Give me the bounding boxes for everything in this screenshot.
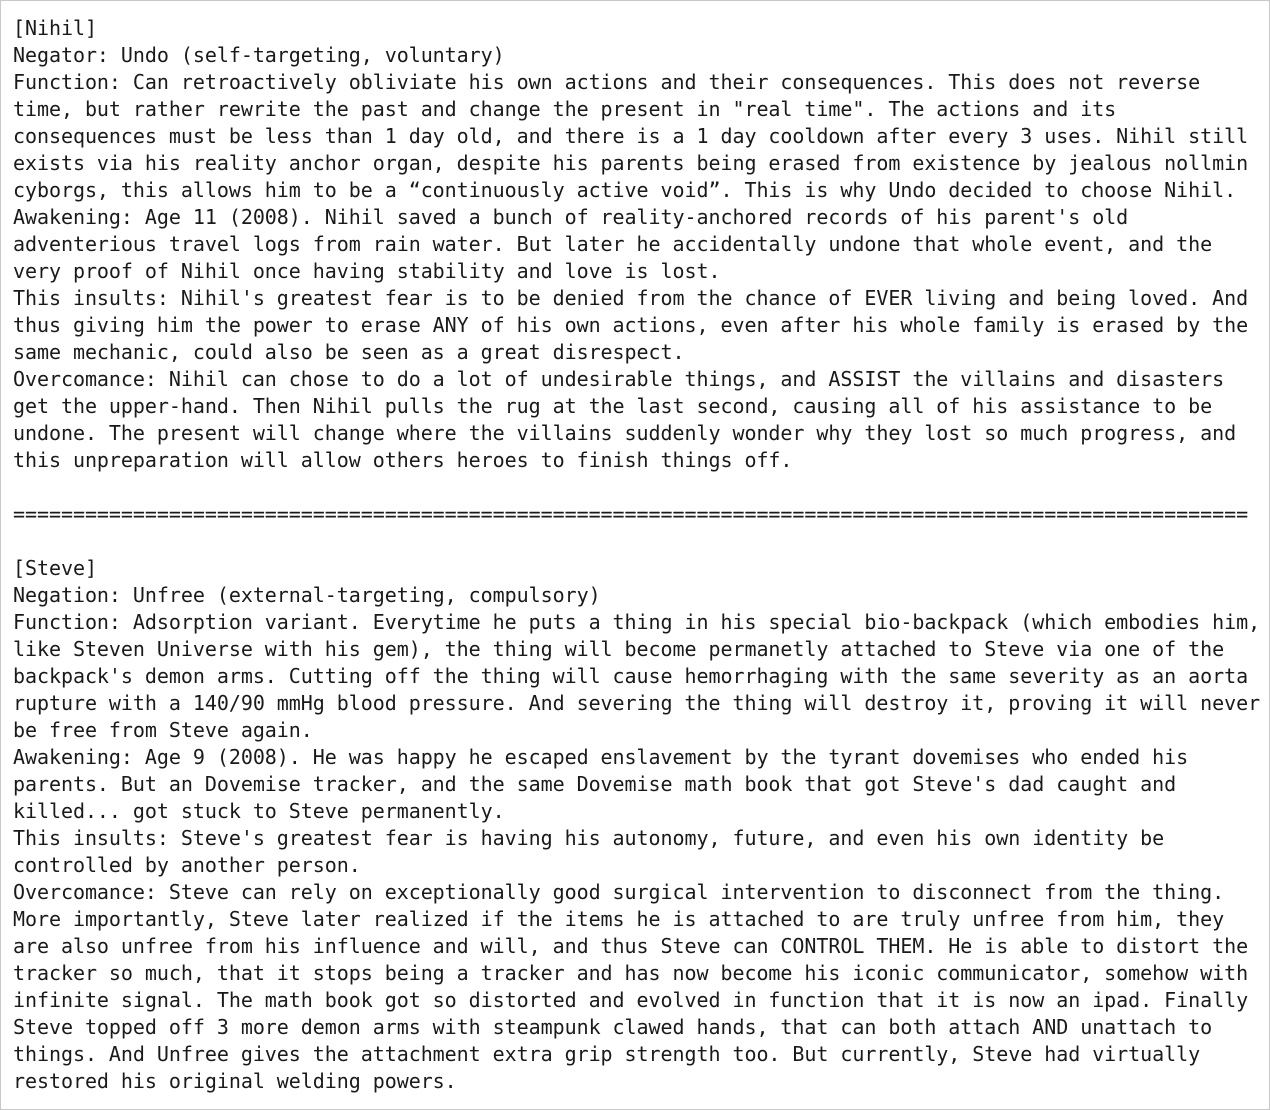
text-line: consequences must be less than 1 day old, and there is a 1 day cooldown after every 3 uses. Nihil still bbox=[13, 124, 1249, 148]
text-line: restored his original welding powers. bbox=[13, 1069, 457, 1093]
section-divider: ======================================================================================================= bbox=[13, 502, 1249, 526]
text-line: This insults: Nihil's greatest fear is to be denied from the chance of EVER living and being loved. And bbox=[13, 286, 1249, 310]
section-heading: [Steve] bbox=[13, 556, 97, 580]
text-line: controlled by another person. bbox=[13, 853, 361, 877]
text-line: More importantly, Steve later realized if the items he is attached to are truly unfree from him, they bbox=[13, 907, 1225, 931]
text-line: adventerious travel logs from rain water. But later he accidentally undone that whole event, and the bbox=[13, 232, 1213, 256]
text-line: are also unfree from his influence and will, and thus Steve can CONTROL THEM. He is able to distort the bbox=[13, 934, 1249, 958]
blank-line bbox=[13, 474, 1260, 501]
text-line: things. And Unfree gives the attachment extra grip strength too. But currently, Steve had virtually bbox=[13, 1042, 1201, 1066]
text-line: backpack's demon arms. Cutting off the thing will cause hemorrhaging with the same severity as an aorta bbox=[13, 664, 1249, 688]
text-line: exists via his reality anchor organ, despite his parents being erased from existence by jealous nollmin bbox=[13, 151, 1249, 175]
text-line: parents. But an Dovemise tracker, and the same Dovemise math book that got Steve's dad caught and bbox=[13, 772, 1177, 796]
text-line: tracker so much, that it stops being a tracker and has now become his iconic communicator, somehow with bbox=[13, 961, 1249, 985]
text-line: Negator: Undo (self-targeting, voluntary) bbox=[13, 43, 505, 67]
section-heading: [Nihil] bbox=[13, 16, 97, 40]
text-line: Overcomance: Nihil can chose to do a lot of undesirable things, and ASSIST the villains and disasters bbox=[13, 367, 1225, 391]
text-line: undone. The present will change where the villains suddenly wonder why they lost so much progress, and bbox=[13, 421, 1237, 445]
text-line: Steve topped off 3 more demon arms with steampunk clawed hands, that can both attach AND unattach to bbox=[13, 1015, 1213, 1039]
text-line: get the upper-hand. Then Nihil pulls the rug at the last second, causing all of his assistance to be bbox=[13, 394, 1213, 418]
text-line: This insults: Steve's greatest fear is having his autonomy, future, and even his own identity be bbox=[13, 826, 1165, 850]
document-body bbox=[13, 15, 1260, 1095]
text-line: rupture with a 140/90 mmHg blood pressure. And severing the thing will destroy it, proving it will never bbox=[13, 691, 1261, 715]
text-line: Overcomance: Steve can rely on exceptionally good surgical intervention to disconnect from the thing. bbox=[13, 880, 1225, 904]
text-line: infinite signal. The math book got so distorted and evolved in function that it is now an ipad. Finally bbox=[13, 988, 1249, 1012]
blank-line bbox=[13, 528, 1260, 555]
text-line: Function: Can retroactively obliviate his own actions and their consequences. This does not reverse bbox=[13, 70, 1201, 94]
text-line: cyborgs, this allows him to be a “continuously active void”. This is why Undo decided to choose Nihil. bbox=[13, 178, 1237, 202]
text-line: this unpreparation will allow others heroes to finish things off. bbox=[13, 448, 793, 472]
text-line: killed... got stuck to Steve permanently. bbox=[13, 799, 505, 823]
text-line: Awakening: Age 11 (2008). Nihil saved a bunch of reality-anchored records of his parent's old bbox=[13, 205, 1129, 229]
text-line: time, but rather rewrite the past and change the present in "real time". The actions and its bbox=[13, 97, 1117, 121]
text-line: thus giving him the power to erase ANY of his own actions, even after his whole family is erased by the bbox=[13, 313, 1249, 337]
text-line: very proof of Nihil once having stability and love is lost. bbox=[13, 259, 721, 283]
text-line: Function: Adsorption variant. Everytime he puts a thing in his special bio-backpack (which embodies him, bbox=[13, 610, 1261, 634]
text-line: Awakening: Age 9 (2008). He was happy he escaped enslavement by the tyrant dovemises who ended his bbox=[13, 745, 1189, 769]
text-line: Negation: Unfree (external-targeting, compulsory) bbox=[13, 583, 601, 607]
text-line: be free from Steve again. bbox=[13, 718, 313, 742]
text-line: like Steven Universe with his gem), the thing will become permanetly attached to Steve via one of the bbox=[13, 637, 1225, 661]
text-line: same mechanic, could also be seen as a great disrespect. bbox=[13, 340, 685, 364]
